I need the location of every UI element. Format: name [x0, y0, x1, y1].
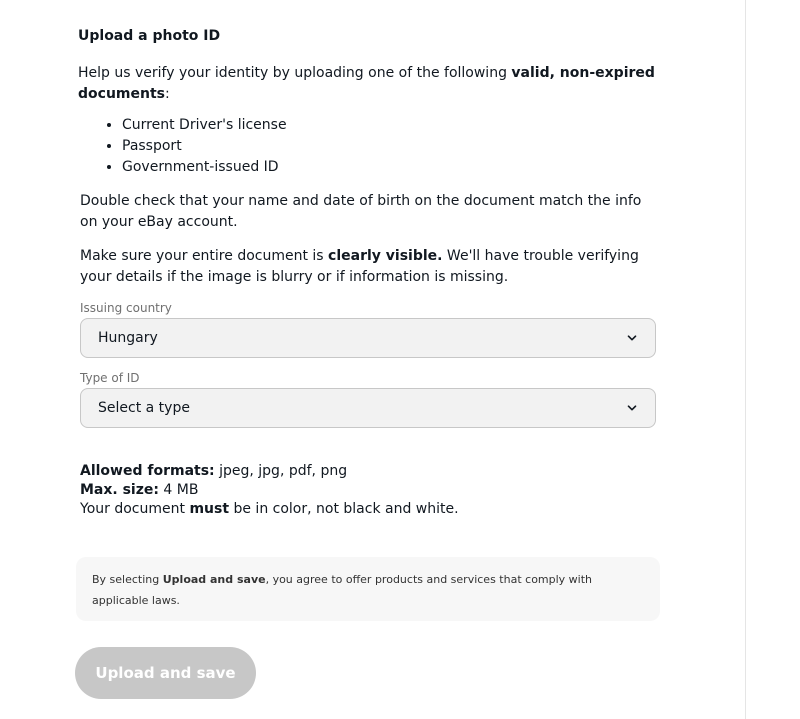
- id-type-value: Select a type: [98, 400, 190, 416]
- visibility-prefix: Make sure your entire document is: [80, 248, 329, 264]
- allowed-formats-label: Allowed formats:: [80, 463, 215, 479]
- visibility-text: [80, 246, 658, 288]
- max-size: [80, 481, 658, 500]
- file-requirements: [80, 462, 658, 519]
- list-item: • Passport: [122, 136, 658, 157]
- list-item: • Current Driver's license: [122, 115, 658, 136]
- issuing-country-label: Issuing country: [80, 301, 172, 315]
- section-title: Upload a photo ID: [78, 28, 221, 44]
- allowed-formats: [80, 462, 658, 481]
- id-type-label: Type of ID: [80, 371, 140, 385]
- allowed-formats-value: jpeg, jpg, pdf, png: [214, 463, 348, 479]
- color-suffix: be in color, not black and white.: [229, 501, 459, 517]
- max-size-value: 4 MB: [158, 482, 199, 498]
- right-panel-divider: [745, 0, 746, 719]
- list-item: • Government-issued ID: [122, 157, 658, 178]
- double-check-text: Double check that your name and date of birth on the document match the info on your eBay account.: [80, 193, 642, 230]
- id-type-select[interactable]: [80, 388, 656, 428]
- legal-notice: [76, 557, 660, 621]
- color-prefix: Your document: [80, 501, 190, 517]
- visibility-suffix: We'll have trouble verifying your details if the image is blurry or if information is missing.: [80, 248, 639, 285]
- notice-prefix: By selecting: [92, 573, 163, 586]
- issuing-country-value: Hungary: [98, 330, 158, 346]
- color-bold: must: [189, 501, 230, 517]
- notice-suffix: , you agree to offer products and services that comply with applicable laws.: [92, 573, 593, 607]
- color-requirement: [80, 500, 658, 519]
- upload-photo-id-section: [78, 27, 658, 699]
- intro-suffix: :: [164, 86, 170, 102]
- chevron-down-icon: [626, 332, 638, 344]
- visibility-bold: clearly visible.: [328, 248, 443, 264]
- chevron-down-icon: [626, 402, 638, 414]
- upload-and-save-button[interactable]: Upload and save: [75, 647, 256, 699]
- intro-bold: valid, non-expired documents: [78, 65, 655, 102]
- intro-prefix: Help us verify your identity by uploading one of the following: [78, 65, 512, 81]
- issuing-country-select[interactable]: [80, 318, 656, 358]
- document-list: [78, 115, 658, 178]
- intro-text: [78, 63, 658, 105]
- max-size-label: Max. size:: [80, 482, 159, 498]
- notice-bold: Upload and save: [162, 573, 266, 586]
